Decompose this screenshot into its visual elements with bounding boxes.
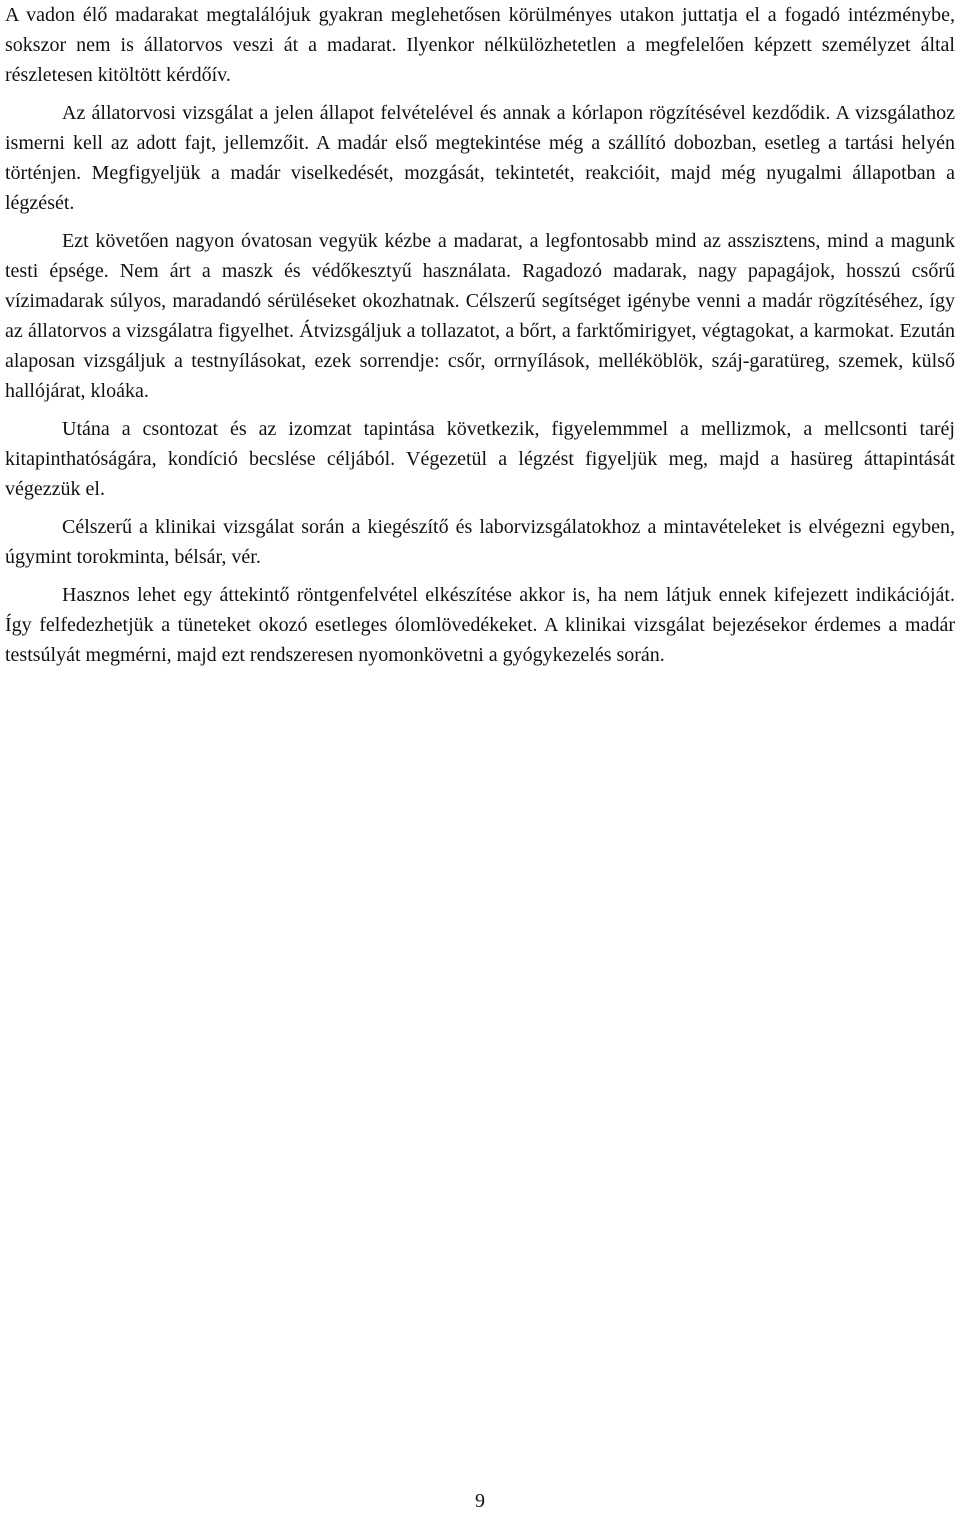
paragraph-intake: A vadon élő madarakat megtalálójuk gyakran meglehetősen körülményes utakon juttatja el a fogadó intézménybe, sokszor nem is állatorvos veszi át a madarat. Ilyenkor nélkülözhetetlen a megfelelően képzett személyzet által részletesen kitöltött kérdőív.	[5, 4, 955, 86]
paragraph-examination-start: Az állatorvosi vizsgálat a jelen állapot felvételével és annak a kórlapon rögzítésével kezdődik. A vizsgálathoz ismerni kell az adott fajt, jellemzőit. A madár első megtekintése még a szállító dobozban, esetleg a tartási helyén történjen. Megfigyeljük a madár viselkedését, mozgását, tekintetét, reakcióit, majd még nyugalmi állapotban a légzését.	[5, 102, 955, 214]
paragraph-xray: Hasznos lehet egy áttekintő röntgenfelvétel elkészítése akkor is, ha nem látjuk ennek kifejezett indikációját. Így felfedezhetjük a tüneteket okozó esetleges ólomlövedékeket. A klinikai vizsgálat bejezésekor érdemes a madár testsúlyát megmérni, majd ezt rendszeresen nyomonkövetni a gyógykezelés során.	[5, 584, 955, 666]
document-body	[5, 0, 955, 670]
paragraph-sampling: Célszerű a klinikai vizsgálat során a kiegészítő és laborvizsgálatokhoz a mintavételeket is elvégezni egyben, úgymint torokminta, bélsár, vér.	[5, 516, 955, 568]
paragraph-handling: Ezt követően nagyon óvatosan vegyük kézbe a madarat, a legfontosabb mind az asszisztens, mind a magunk testi épsége. Nem árt a maszk és védőkesztyű használata. Ragadozó madarak, nagy papagájok, hosszú csőrű vízimadarak súlyos, maradandó sérüléseket okozhatnak. Célszerű segítséget igénybe venni a madár rögzítéséhez, így az állatorvos a vizsgálatra figyelhet. Átvizsgáljuk a tollazatot, a bőrt, a farktőmirigyet, végtagokat, a karmokat. Ezután alaposan vizsgáljuk a testnyílásokat, ezek sorrendje: csőr, orrnyílások, melléköblök, száj-garatüreg, szemek, külső hallójárat, kloáka.	[5, 230, 955, 402]
paragraph-palpation: Utána a csontozat és az izomzat tapintása következik, figyelemmmel a mellizmok, a mellcsonti taréj kitapinthatóságára, kondíció becslése céljából. Végezetül a légzést figyeljük meg, majd a hasüreg áttapintását végezzük el.	[5, 418, 955, 500]
page-number: 9	[475, 1490, 485, 1512]
